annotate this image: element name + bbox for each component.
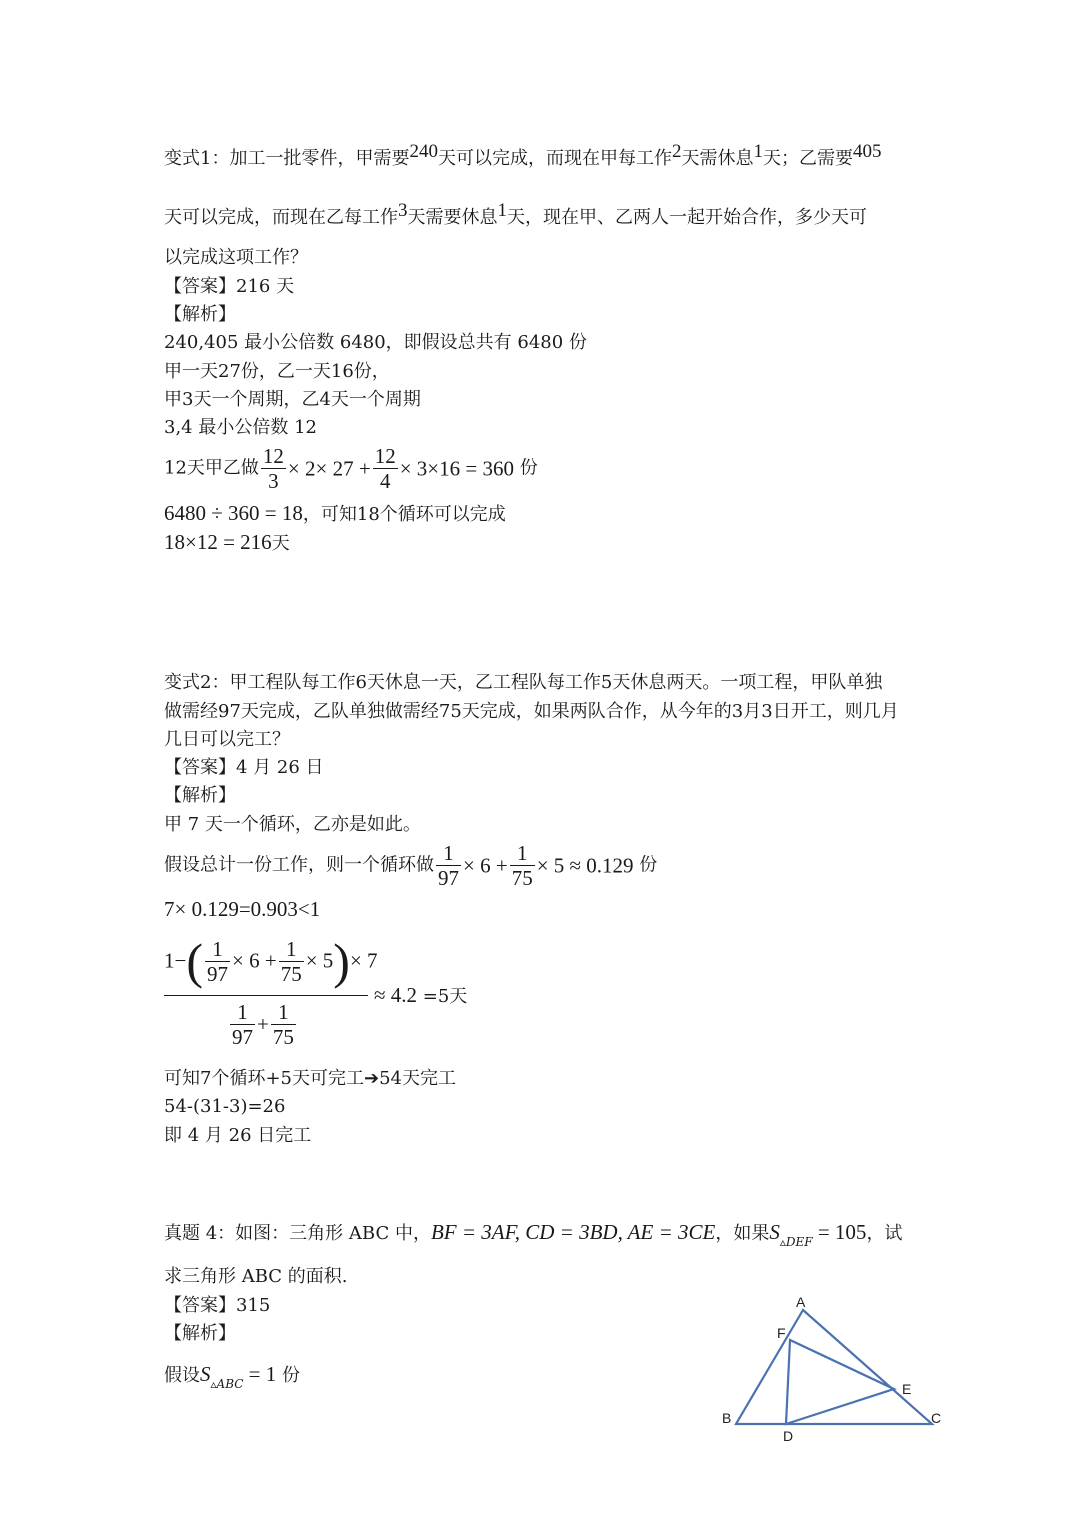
z4-question-line2: 求三角形 ABC 的面积. [164, 1266, 348, 1287]
v2-step-check: 7× 0.129=0.903<1 [164, 897, 321, 921]
fraction: $\frac{1}{97}$ [438, 841, 459, 890]
triangle-figure [710, 1290, 970, 1460]
v2-step-conclusion: 即 4 月 26 日完工 [164, 1125, 312, 1146]
complex-result: ≈ 4.2 =5天 [374, 983, 468, 1007]
v2-step-date: 54-(31-3)=26 [164, 1096, 286, 1117]
v1-step-cycles: 6480 ÷ 360 = 18，可知18个循环可以完成 [164, 501, 506, 525]
fraction: $\frac{12}{3}$ [262, 444, 284, 493]
v1-question-line2: 天可以完成，而现在乙每工作3天需要休息1天，现在甲、乙两人一起开始合作，多少天可 [164, 200, 867, 228]
fraction: $\frac{12}{4}$ [374, 444, 396, 493]
v1-step-result: 18×12 = 216天 [164, 530, 290, 554]
z4-answer: 【答案】315 [164, 1295, 271, 1316]
v1-step-lcm: 240,405 最小公倍数 6480，即假设总共有 6480 份 [164, 332, 587, 353]
v1-question-line3: 以完成这项工作？ [164, 247, 308, 268]
fraction-bar [164, 995, 368, 996]
triangle-abc [736, 1310, 932, 1424]
complex-numerator: 1−( $\frac{1}{97}$ × 6 + $\frac{1}{75}$ × 5)× 7 [164, 933, 378, 989]
v1-answer: 【答案】216 天 [164, 276, 295, 297]
label-b: B [722, 1410, 732, 1426]
v1-question-line1: 变式1：加工一批零件，甲需要240天可以完成，而现在甲每工作2天需休息1天；乙需要405 [164, 141, 882, 169]
v2-question-line2: 做需经97天完成，乙队单独做需经75天完成，如果两队合作，从今年的3月3日开工，则几月 [164, 701, 899, 722]
label-a: A [796, 1294, 806, 1310]
triangle-def [786, 1340, 894, 1424]
label-f: F [777, 1325, 786, 1341]
v2-analysis-heading: 【解析】 [164, 785, 236, 806]
v1-formula-cycle: 12天甲乙做 $\frac{12}{3}$ × 2× 27 + $\frac{12}{4}$ × 3×16 = 360 份 [164, 444, 538, 493]
v2-answer: 【答案】4 月 26 日 [164, 757, 324, 778]
v2-step-days: 可知7个循环+5天可完工➔54天完工 [164, 1068, 456, 1089]
v2-complex-fraction [164, 933, 484, 1052]
v2-question-line3: 几日可以完工？ [164, 729, 290, 750]
fraction: $\frac{1}{75}$ [511, 841, 533, 890]
label-e: E [902, 1381, 912, 1397]
z4-assume: 假设$S_{▵ABC} = 1$ 份 [164, 1362, 300, 1391]
v1-step-period: 甲3天一个周期，乙4天一个周期 [164, 389, 421, 410]
z4-question-line1: 真题 4：如图：三角形 ABC 中，BF = 3AF, CD = 3BD, AE = 3CE，如果$S_{▵DEF} = 105$，试 [164, 1220, 903, 1249]
v1-analysis-heading: 【解析】 [164, 304, 236, 325]
label-d: D [783, 1428, 794, 1444]
v2-step-cycle: 甲 7 天一个循环，乙亦是如此。 [164, 814, 421, 835]
complex-denominator: $\frac{1}{97}$ + $\frac{1}{75}$ [232, 1000, 294, 1049]
v2-question-line1: 变式2：甲工程队每工作6天休息一天，乙工程队每工作5天休息两天。一项工程，甲队单独 [164, 672, 883, 693]
v2-formula-cycle: 假设总计一份工作，则一个循环做 $\frac{1}{97}$ × 6 + $\frac{1}{75}$ × 5 ≈ 0.129 份 [164, 841, 658, 890]
v1-step-lcm2: 3,4 最小公倍数 12 [164, 417, 317, 438]
label-c: C [931, 1410, 942, 1426]
z4-analysis-heading: 【解析】 [164, 1323, 236, 1344]
v1-step-daily: 甲一天27份，乙一天16份， [164, 361, 390, 382]
